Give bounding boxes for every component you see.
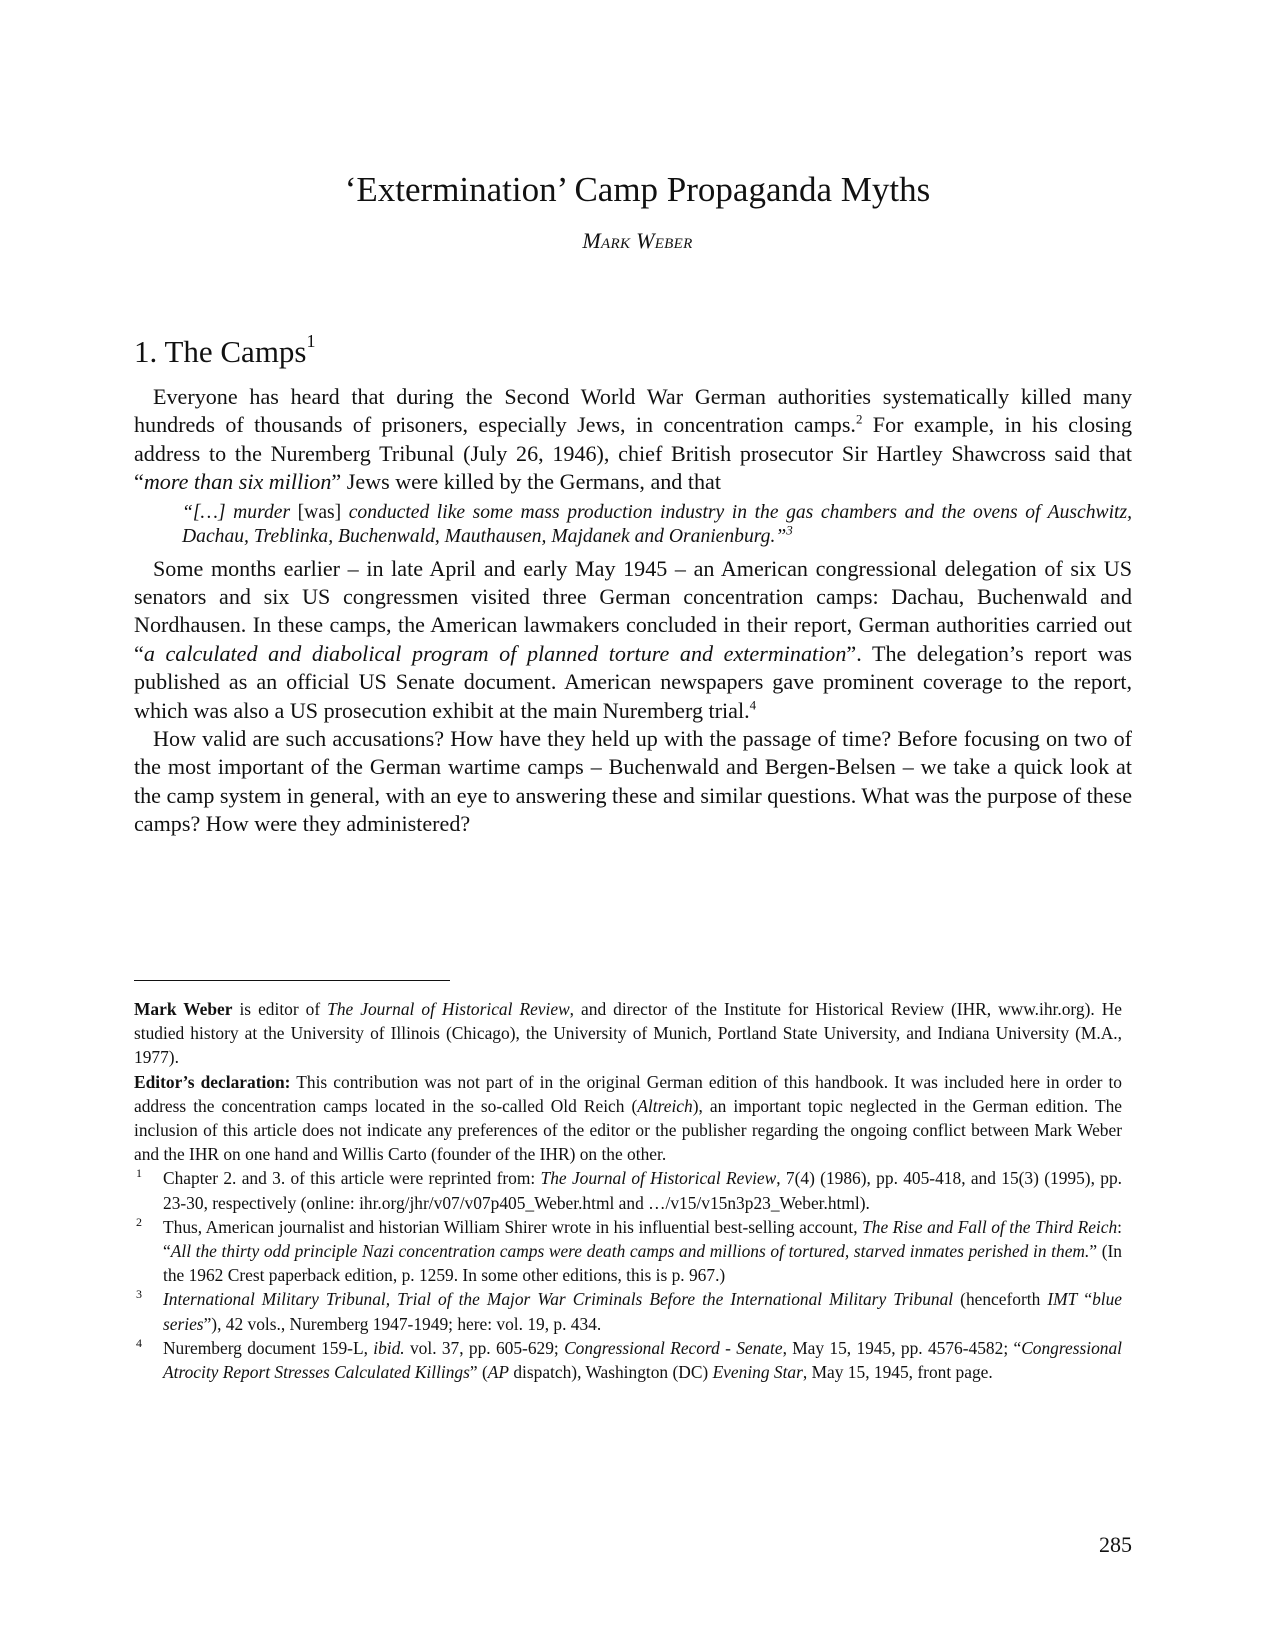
emphasis: The Journal of Historical Review xyxy=(540,1168,777,1189)
text-run: “[…] xyxy=(182,501,234,523)
text-run: Everyone has heard that during the Second World War German authorities systematically killed many hundreds of thousands of prisoners, especially Jews, in concentration camps. xyxy=(134,384,1132,438)
text-run: ” ( xyxy=(469,1362,488,1383)
text-run: [was] xyxy=(290,501,349,523)
article-title: ‘Extermination’ Camp Propaganda Myths xyxy=(344,170,931,209)
text-run: Thus, American journalist and historian William Shirer wrote in his influential best-selling account, xyxy=(163,1216,863,1237)
emphasis: blue series xyxy=(163,1289,1123,1334)
text-run: ”. The delegation’s report was published as an official US Senate document. American newspapers gave prominent coverage to the report, which was also a US prosecution exhibit at the main Nuremberg trial. xyxy=(134,640,1132,723)
text-run: ” (In the 1962 Crest paperback edition, p. 1259. In some other editions, this is p. 967.) xyxy=(163,1241,1122,1286)
emphasis: The Journal of Historical Review xyxy=(327,999,570,1019)
footnote-number: 2 xyxy=(136,1214,142,1229)
editor-declaration xyxy=(134,1070,1122,1167)
text-run: , May 15, 1945, pp. 4576-4582; “ xyxy=(782,1337,1022,1358)
text-run: , May 15, 1945, front page. xyxy=(802,1362,993,1383)
emphasis: Evening Star xyxy=(712,1362,803,1383)
text-run: For example, in his closing address to the Nuremberg Tribunal (July 26, 1946), chief British prosecutor Sir Hartley Shawcross said that “ xyxy=(134,412,1132,495)
emphasis: Congressional Atrocity Report Stresses Calculated Killings xyxy=(163,1337,1122,1383)
author-bio xyxy=(134,997,1122,1070)
footnote-ref[interactable]: 3 xyxy=(786,522,793,538)
emphasis: a calculated and diabolical program of planned torture and extermination xyxy=(143,640,847,666)
footnote-separator xyxy=(134,980,450,981)
paragraph: How valid are such accusations? How have they held up with the passage of time? Before focusing on two of the most important of the German wartime camps – Buchenwald and Bergen-Belsen – we take a quick look at the camp system in general, with an eye to answering these and similar questions. What was the purpose of these camps? How were they administered? xyxy=(134,726,1132,837)
declaration-label: Editor’s declaration: xyxy=(134,1071,291,1092)
emphasis: AP xyxy=(487,1362,509,1383)
text-run: Chapter 2. and 3. of this article were reprinted from: xyxy=(163,1168,541,1189)
footnote-ref[interactable]: 1 xyxy=(306,330,316,351)
text-run: : “ xyxy=(163,1216,1123,1262)
text-run: vol. 37, pp. 605-629; xyxy=(404,1337,565,1358)
paragraph xyxy=(134,555,1132,725)
text-run: , and director of the Institute for Historical Review (IHR, www.ihr.org). He studied history at the University of Illinois (Chicago), the University of Munich, Portland State University, and Indiana University (M.A., 1977). xyxy=(134,999,1122,1068)
footnotes xyxy=(134,997,1122,1384)
text-run: ”), 42 vols., Nuremberg 1947-1949; here: vol. 19, p. 434. xyxy=(203,1313,602,1334)
emphasis: The Rise and Fall of the Third Reich xyxy=(862,1216,1118,1237)
text-run: murder xyxy=(233,501,291,523)
text-run: , 7(4) (1986), pp. 405-418, and 15(3) (1995), pp. 23-30, respectively (online: ihr.org/jhr/v07/v07p405_Weber.html and …/v15/v15n3p23_Weber.html). xyxy=(163,1168,1122,1213)
emphasis: Congressional Record - Senate xyxy=(564,1337,783,1358)
footnote-2 xyxy=(134,1215,1122,1288)
article-author: Mark Weber xyxy=(582,228,693,253)
emphasis: more than six million xyxy=(143,469,332,495)
emphasis: Altreich xyxy=(637,1095,693,1116)
text-run: conducted like some mass production industry in the gas chambers and the ovens of Auschwitz, Dachau, Treblinka, Buchenwald, Mauthausen, Majdanek and Oranienburg.” xyxy=(182,501,1132,547)
author-name: Mark Weber xyxy=(134,999,233,1019)
footnote-number: 4 xyxy=(136,1335,142,1350)
emphasis: International Military Tribunal, Trial of the Major War Criminals Before the International Military Tribunal xyxy=(163,1289,954,1310)
paragraph xyxy=(134,383,1132,497)
section-heading-text: 1. The Camps xyxy=(134,334,307,369)
emphasis: ibid. xyxy=(373,1337,405,1358)
block-quote xyxy=(182,501,1132,549)
footnote-number: 3 xyxy=(136,1287,142,1302)
text-run: (henceforth xyxy=(953,1289,1048,1310)
text-run: “ xyxy=(1077,1289,1093,1310)
emphasis: All the thirty odd principle Nazi concentration camps were death camps and millions of tortured, starved inmates perished in them. xyxy=(170,1241,1090,1262)
footnote-4 xyxy=(134,1336,1122,1384)
footnote-ref[interactable]: 4 xyxy=(749,697,757,713)
page-number: 285 xyxy=(1099,1532,1132,1557)
text-run: ), an important topic neglected in the German edition. The inclusion of this article does not indicate any preferences of the editor or the publisher regarding the ongoing conflict between Mark Weber and the IHR on one hand and Willis Carto (founder of the IHR) on the other. xyxy=(134,1095,1122,1165)
text-run: Nuremberg document 159-L, xyxy=(163,1337,374,1358)
section-heading xyxy=(134,330,316,370)
footnote-3 xyxy=(134,1287,1122,1335)
text-run: is editor of xyxy=(232,999,328,1019)
text-run: Some months earlier – in late April and early May 1945 – an American congressional delegation of six US senators and six US congressmen visited three German concentration camps: Dachau, Buchenwald and Nordhausen. In these camps, the American lawmakers concluded in their report, German authorities carried out “ xyxy=(134,555,1132,666)
footnote-ref[interactable]: 2 xyxy=(855,412,863,428)
footnote-number: 1 xyxy=(136,1166,142,1181)
text-run: dispatch), Washington (DC) xyxy=(509,1362,713,1383)
emphasis: IMT xyxy=(1047,1289,1078,1310)
text-run: This contribution was not part of in the original German edition of this handbook. It was included here in order to address the concentration camps located in the so-called Old Reich ( xyxy=(134,1071,1122,1116)
article-body xyxy=(134,383,1132,839)
text-run: ” Jews were killed by the Germans, and that xyxy=(331,469,721,495)
footnote-1 xyxy=(134,1166,1122,1214)
